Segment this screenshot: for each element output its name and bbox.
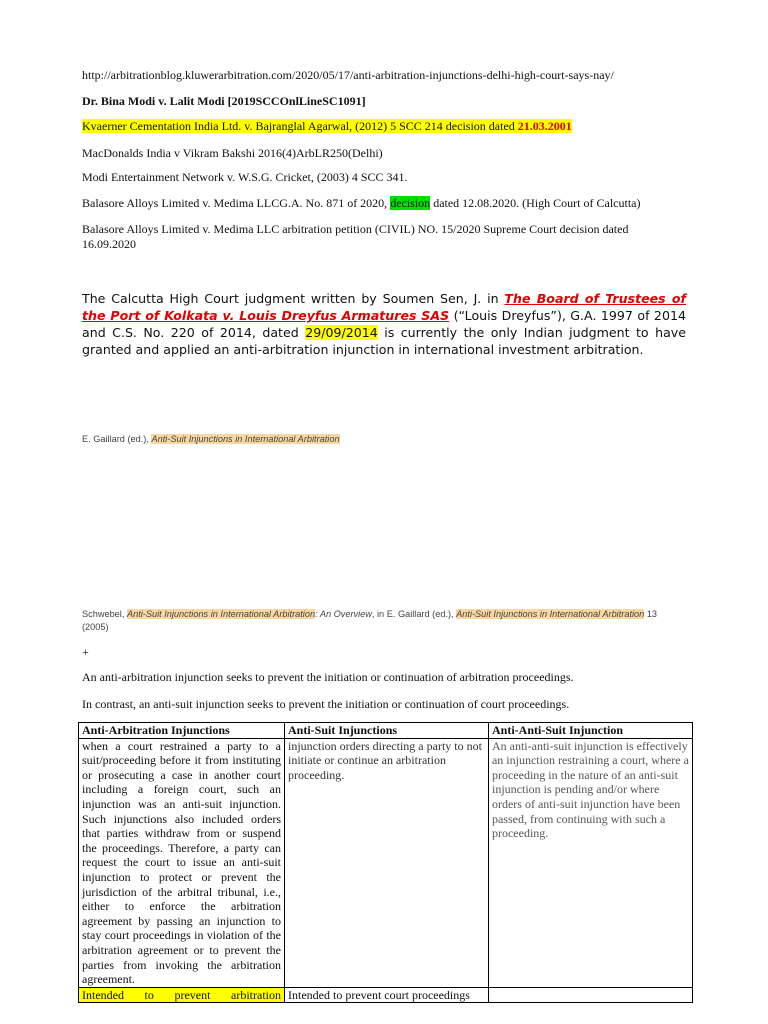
cell-anti-suit-desc [285, 738, 489, 987]
case-kvaerner-date: 21.03.2001 [517, 119, 572, 133]
cell-anti-anti-suit-desc: An anti-anti-suit injunction is effectively an injunction restraining a court, where a proceeding in the nature of an anti-suit injunction is pending and/or where orders of anti-suit injunction have been passed, from continuing with such a proceeding. [488, 738, 692, 987]
table-row [79, 738, 693, 987]
gaillard-pre: E. Gaillard (ed.), [82, 434, 152, 444]
footnote-gaillard [82, 433, 662, 446]
balasore-hc-pre: Balasore Alloys Limited v. Medima LLCG.A. No. 871 of 2020, [82, 196, 391, 210]
case-modi-entertainment: Modi Entertainment Network v. W.S.G. Cricket, (2003) 4 SCC 341. [82, 170, 408, 184]
anti-suit-desc-text: injunction orders directing a party to not initiate or continue an arbitration proceeding. [288, 738, 482, 782]
para-date: 29/09/2014 [305, 325, 378, 340]
balasore-hc-post: dated 12.08.2020. (High Court of Calcutta) [430, 196, 641, 210]
schwebel-mid: : An Overview [315, 609, 372, 619]
para-pre: The Calcutta High Court judgment written by Soumen Sen, J. in [82, 291, 505, 306]
schwebel-book: Anti-Suit Injunctions in International Arbitration [456, 609, 645, 619]
header-anti-suit: Anti-Suit Injunctions [285, 723, 489, 739]
plus-sign: + [82, 645, 89, 659]
schwebel-end: 13 (2005) [82, 609, 658, 632]
cell-anti-suit-intent: Intended to prevent court proceedings [285, 987, 489, 1003]
para-case-link[interactable]: The Board of Trustees of the Port of Kolkata v. Louis Dreyfus Armatures SAS [82, 291, 686, 323]
cell-anti-arbitration-desc: when a court restrained a party to a suit/proceeding before it from instituting or prosecuting a case in another court including a foreign court, such an injunction was an anti-suit injunction. Such injunctions also included orders that parties withdraw from or suspend the proceedings. Therefore, a party can request the court to issue an anti-suit injunction to protect or prevent the jurisdiction of the arbitral tribunal, i.e., either to enforce the arbitration agreement by passing an injunction to stay court proceedings in violation of the arbitration agreement or to prevent the parties from invoking the arbitration agreement. [79, 738, 285, 987]
schwebel-pre: Schwebel, [82, 609, 127, 619]
header-anti-anti-suit: Anti-Anti-Suit Injunction [488, 723, 692, 739]
source-url: http://arbitrationblog.kluwerarbitration.com/2020/05/17/anti-arbitration-injunctions-delhi-high-court-says-nay/ [82, 68, 614, 82]
header-anti-arbitration: Anti-Arbitration Injunctions [79, 723, 285, 739]
case-balasore-sc-line1: Balasore Alloys Limited v. Medima LLC arbitration petition (CIVIL) NO. 15/2020 Supreme Court decision dated [82, 222, 629, 236]
footnote-schwebel [82, 608, 662, 634]
cell-anti-arbitration-intent: Intended to prevent arbitration [79, 987, 285, 1003]
calcutta-paragraph [82, 290, 686, 358]
gaillard-title: Anti-Suit Injunctions in International Arbitration [151, 434, 340, 444]
schwebel-mid2: , in E. Gaillard (ed.), [371, 609, 457, 619]
cell-anti-anti-suit-intent [488, 987, 692, 1003]
schwebel-title: Anti-Suit Injunctions in International Arbitration [126, 609, 316, 619]
balasore-hc-highlight: decision [390, 196, 431, 210]
case-kvaerner-text: Kvaerner Cementation India Ltd. v. Bajranglal Agarwal, (2012) 5 SCC 214 decision dated [82, 119, 518, 133]
case-kvaerner [82, 119, 572, 134]
case-bina-modi: Dr. Bina Modi v. Lalit Modi [2019SCCOnlLineSC1091] [82, 94, 366, 108]
case-balasore-sc-line2: 16.09.2020 [82, 237, 136, 251]
definition-anti-arbitration: An anti-arbitration injunction seeks to prevent the initiation or continuation of arbitration proceedings. [82, 670, 574, 684]
table-header-row [79, 723, 693, 739]
case-balasore-hc [82, 196, 640, 211]
para-post: is currently the only Indian judgment to have granted and applied an anti-arbitration injunction in international investment arbitration. [82, 325, 686, 357]
case-macdonalds: MacDonalds India v Vikram Bakshi 2016(4)ArbLR250(Delhi) [82, 146, 383, 160]
para-mid: (“Louis Dreyfus”), G.A. 1997 of 2014 and C.S. No. 220 of 2014, dated [82, 308, 686, 340]
definition-anti-suit: In contrast, an anti-suit injunction seeks to prevent the initiation or continuation of court proceedings. [82, 697, 570, 711]
table-row [79, 987, 693, 1003]
injunction-comparison-table [78, 722, 693, 1003]
